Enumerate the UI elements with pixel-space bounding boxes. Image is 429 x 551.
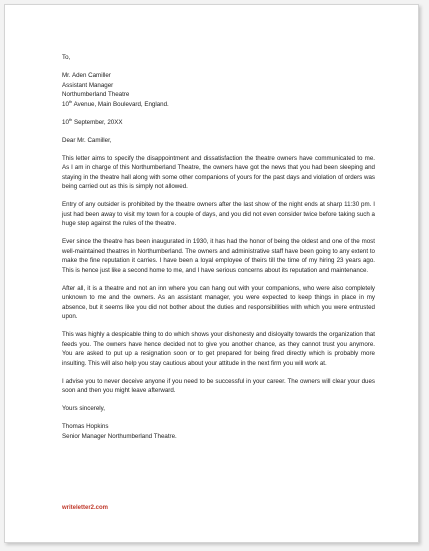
recipient-name: Mr. Aden Camiller — [62, 72, 111, 79]
date-rest: September, 20XX — [72, 118, 123, 126]
salutation: Dear Mr. Camiller, — [62, 136, 112, 144]
date-day: 10 — [62, 118, 69, 126]
recipient-block — [62, 71, 375, 109]
body-paragraph-6: I advise you to never deceive anyone if you need to be successful in your career. The owners will clear your dues soon and then you might leave afterward. — [62, 377, 375, 394]
to-label: To, — [62, 54, 71, 61]
body-paragraph-3: Ever since the theatre has been inaugurated in 1930, it has had the honor of being the oldest and one of the most well-maintained theatres in Northumberland. The owners and administrative staff have been going to any extent to make the fine reputation it carries. I have been a loyal employee of theirs till the time of my hiring 23 years ago. This is hence just like a second home to me, and I have serious concerns about its reputation and maintenance. — [62, 238, 375, 274]
signer-title: Senior Manager Northumberland Theatre. — [62, 432, 177, 440]
recipient-address — [62, 100, 375, 110]
body-paragraph-4: After all, it is a theatre and not an inn where you can hang out with your companions, who were also completely unknown to me and the owners. As an assistant manager, you were expected to keep things in place in my absence, but it seems like you did not bother about the duties and responsibilities with which you were entrusted upon. — [62, 284, 375, 320]
letter-date — [62, 118, 375, 128]
body-paragraph-2: Entry of any outsider is prohibited by the theatre owners after the last show of the night ends at sharp 11:30 pm. I just had been away to visit my town for a couple of days, and you did not even consider twice before taking such a huge step against the rules of the theatre. — [62, 201, 375, 227]
signature-block — [62, 422, 375, 441]
letter-page — [4, 4, 419, 543]
recipient-title: Assistant Manager — [62, 81, 114, 89]
address-number-suffix: th — [68, 98, 73, 104]
footer-site-link[interactable]: writeletter2.com — [62, 505, 109, 511]
body-paragraph-5: This was highly a despicable thing to do which shows your dishonesty and disloyalty towards the organization that feeds you. The owners have hence decided not to give you another chance, as they cannot trust you anymore. You are asked to put up a resignation soon or to get prepared for being fired directly which is probably more insulting. This will also help you stay cautious about your attitude in the next firm you will work at. — [62, 331, 375, 367]
letter-body — [62, 53, 375, 450]
recipient-organization: Northumberland Theatre — [62, 91, 130, 98]
address-number: 10 — [62, 100, 69, 108]
body-paragraph-1: This letter aims to specify the disappointment and dissatisfaction the theatre owners have communicated to me. As I am in charge of this Northumberland Theatre, the owners have got the news that you had been sleeping and staying in the theatre hall along with some other companions of yours for the past days and violation of orders was being carried out as this is simply not allowed. — [62, 154, 375, 190]
address-rest: Avenue, Main Boulevard, England. — [72, 100, 169, 108]
date-day-suffix: th — [68, 116, 73, 122]
signer-name: Thomas Hopkins — [62, 423, 109, 430]
closing: Yours sincerely, — [62, 405, 105, 412]
